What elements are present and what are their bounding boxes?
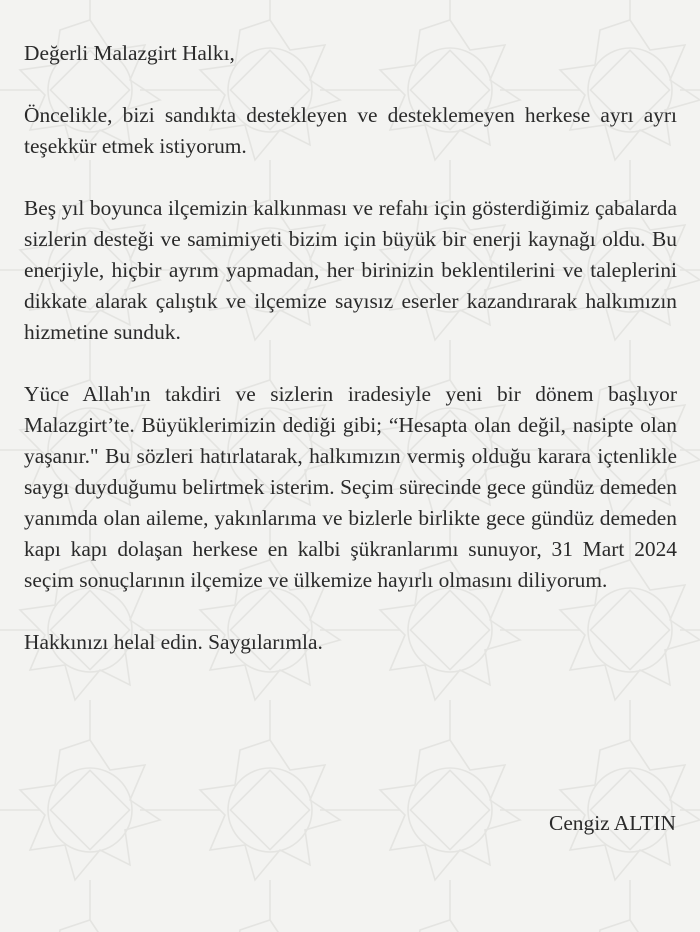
letter-paragraph: Öncelikle, bizi sandıkta destekleyen ve desteklemeyen herkese ayrı ayrı teşekkür etmek istiyorum. — [24, 103, 677, 158]
letter-signature: Cengiz ALTIN — [549, 811, 676, 835]
letter-paragraph: Beş yıl boyunca ilçemizin kalkınması ve refahı için gösterdiğimiz çabalarda sizlerin desteği ve samimiyeti bizim için büyük bir enerji kaynağı oldu. Bu enerjiyle, hiçbir ayrım yapmadan, her birinizin beklentilerini ve taleplerini dikkate alarak çalıştık ve ilçemize sayısız eserler kazandırarak halkımızın hizmetine sunduk. — [24, 196, 677, 344]
letter-body — [24, 38, 677, 689]
letter-greeting: Değerli Malazgirt Halkı, — [24, 41, 235, 65]
letter-closing: Hakkınızı helal edin. Saygılarımla. — [24, 630, 323, 654]
letter-paragraph: Yüce Allah'ın takdiri ve sizlerin iradesiyle yeni bir dönem başlıyor Malazgirt’te. Büyüklerimizin dediği gibi; “Hesapta olan değil, nasipte olan yaşanır." Bu sözleri hatırlatarak, halkımızın vermiş olduğu karara içtenlikle saygı duyduğumu belirtmek isterim. Seçim sürecinde gece gündüz demeden yanımda olan aileme, yakınlarıma ve bizlerle birlikte gece gündüz demeden kapı kapı dolaşan herkese en kalbi şükranlarımı sunuyor, 31 Mart 2024 seçim sonuçlarının ilçemize ve ülkemize hayırlı olmasını diliyorum. — [24, 382, 677, 592]
